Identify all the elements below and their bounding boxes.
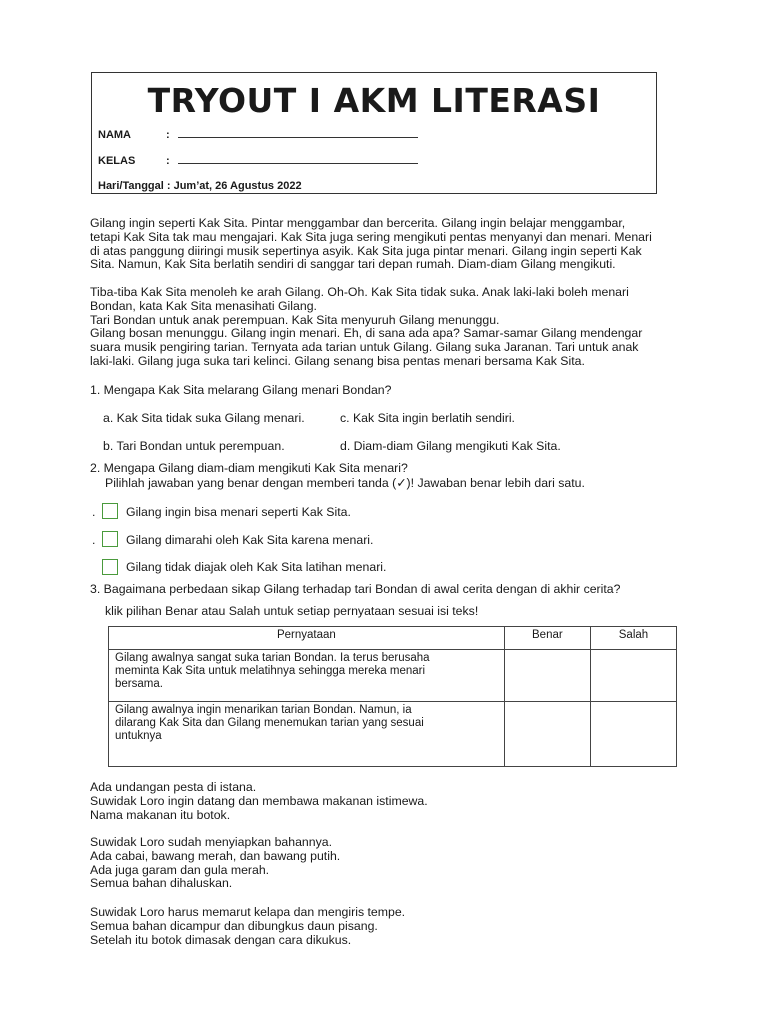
header-false: Salah <box>590 627 676 650</box>
answer-false-2[interactable] <box>590 702 676 767</box>
question-3-instruction: klik pilihan Benar atau Salah untuk setiap pernyataan sesuai isi teks! <box>105 604 479 618</box>
q1-option-a[interactable]: a. Kak Sita tidak suka Gilang menari. <box>103 411 305 425</box>
question-3: 3. Bagaimana perbedaan sikap Gilang terhadap tari Bondan di awal cerita dengan di akhir cerita? <box>90 582 621 596</box>
q2-option-1: Gilang ingin bisa menari seperti Kak Sita. <box>126 505 351 519</box>
q1-option-c[interactable]: c. Kak Sita ingin berlatih sendiri. <box>340 411 515 425</box>
q1-option-d[interactable]: d. Diam-diam Gilang mengikuti Kak Sita. <box>340 439 561 453</box>
true-false-table <box>108 626 677 767</box>
question-2-instruction: Pilihlah jawaban yang benar dengan memberi tanda (✓)! Jawaban benar lebih dari satu. <box>105 476 585 490</box>
q2-option-3: Gilang tidak diajak oleh Kak Sita latihan menari. <box>126 560 387 574</box>
passage-2-paragraph-1: Ada undangan pesta di istana. Suwidak Loro ingin datang dan membawa makanan istimewa. Nama makanan itu botok. <box>90 780 428 822</box>
checkbox-2[interactable] <box>102 531 118 547</box>
table-row <box>109 650 677 702</box>
table-header-row <box>109 627 677 650</box>
class-label: KELAS <box>98 155 136 167</box>
passage-2-paragraph-2: Suwidak Loro sudah menyiapkan bahannya. Ada cabai, bawang merah, dan bawang putih. Ada juga garam dan gula merah. Semua bahan dihaluskan. <box>90 835 341 891</box>
name-field[interactable] <box>178 127 418 138</box>
answer-false-1[interactable] <box>590 650 676 702</box>
header-statement: Pernyataan <box>109 627 505 650</box>
checkbox-3[interactable] <box>102 559 118 575</box>
passage-1-paragraph-1: Gilang ingin seperti Kak Sita. Pintar menggambar dan bercerita. Gilang ingin belajar menggambar, tetapi Kak Sita tak mau mengajari. Kak Sita juga sering mengikuti pentas menyanyi dan menari. Menari di atas panggung diiringi musik sepertinya asyik. Kak Sita juga pintar menari. Gilang ingin seperti Kak Sita. Namun, Kak Sita berlatih sendiri di sanggar tari depan rumah. Diam-diam Gilang mengikuti. <box>90 216 652 272</box>
header-box <box>91 72 657 194</box>
bullet: . <box>92 533 96 547</box>
class-field[interactable] <box>178 153 418 164</box>
answer-true-2[interactable] <box>504 702 590 767</box>
statement-2: Gilang awalnya ingin menarikan tarian Bondan. Namun, ia dilarang Kak Sita dan Gilang menemukan tarian yang sesuai untuknya <box>109 702 505 767</box>
statement-1: Gilang awalnya sangat suka tarian Bondan. Ia terus berusaha meminta Kak Sita untuk melatihnya sehingga mereka menari bersama. <box>109 650 505 702</box>
name-colon: : <box>166 129 170 141</box>
header-true: Benar <box>504 627 590 650</box>
answer-true-1[interactable] <box>504 650 590 702</box>
class-field-row <box>98 153 418 167</box>
q2-option-2: Gilang dimarahi oleh Kak Sita karena menari. <box>126 533 374 547</box>
question-2: 2. Mengapa Gilang diam-diam mengikuti Kak Sita menari? <box>90 461 408 475</box>
name-label: NAMA <box>98 129 131 141</box>
checkbox-1[interactable] <box>102 503 118 519</box>
bullet: . <box>92 505 96 519</box>
page-title: TRYOUT I AKM LITERASI <box>147 81 601 120</box>
passage-2-paragraph-3: Suwidak Loro harus memarut kelapa dan mengiris tempe. Semua bahan dicampur dan dibungkus daun pisang. Setelah itu botok dimasak dengan cara dikukus. <box>90 905 406 947</box>
q1-option-b[interactable]: b. Tari Bondan untuk perempuan. <box>103 439 285 453</box>
passage-1-paragraph-2: Tiba-tiba Kak Sita menoleh ke arah Gilang. Oh-Oh. Kak Sita tidak suka. Anak laki-laki boleh menari Bondan, kata Kak Sita menasihati Gilang. Tari Bondan untuk anak perempuan. Kak Sita menyuruh Gilang menunggu. Gilang bosan menunggu. Gilang ingin menari. Eh, di sana ada apa? Samar-samar Gilang mendengar suara musik pengiring tarian. Ternyata ada tarian untuk Gilang. Gilang suka Jaranan. Tari untuk anak laki-laki. Gilang juga suka tari kelinci. Gilang senang bisa pentas menari bersama Kak Sita. <box>90 285 643 368</box>
date-line: Hari/Tanggal : Jum’at, 26 Agustus 2022 <box>98 180 302 192</box>
table-row <box>109 702 677 767</box>
question-1: 1. Mengapa Kak Sita melarang Gilang menari Bondan? <box>90 383 392 397</box>
name-field-row <box>98 127 418 141</box>
class-colon: : <box>166 155 170 167</box>
